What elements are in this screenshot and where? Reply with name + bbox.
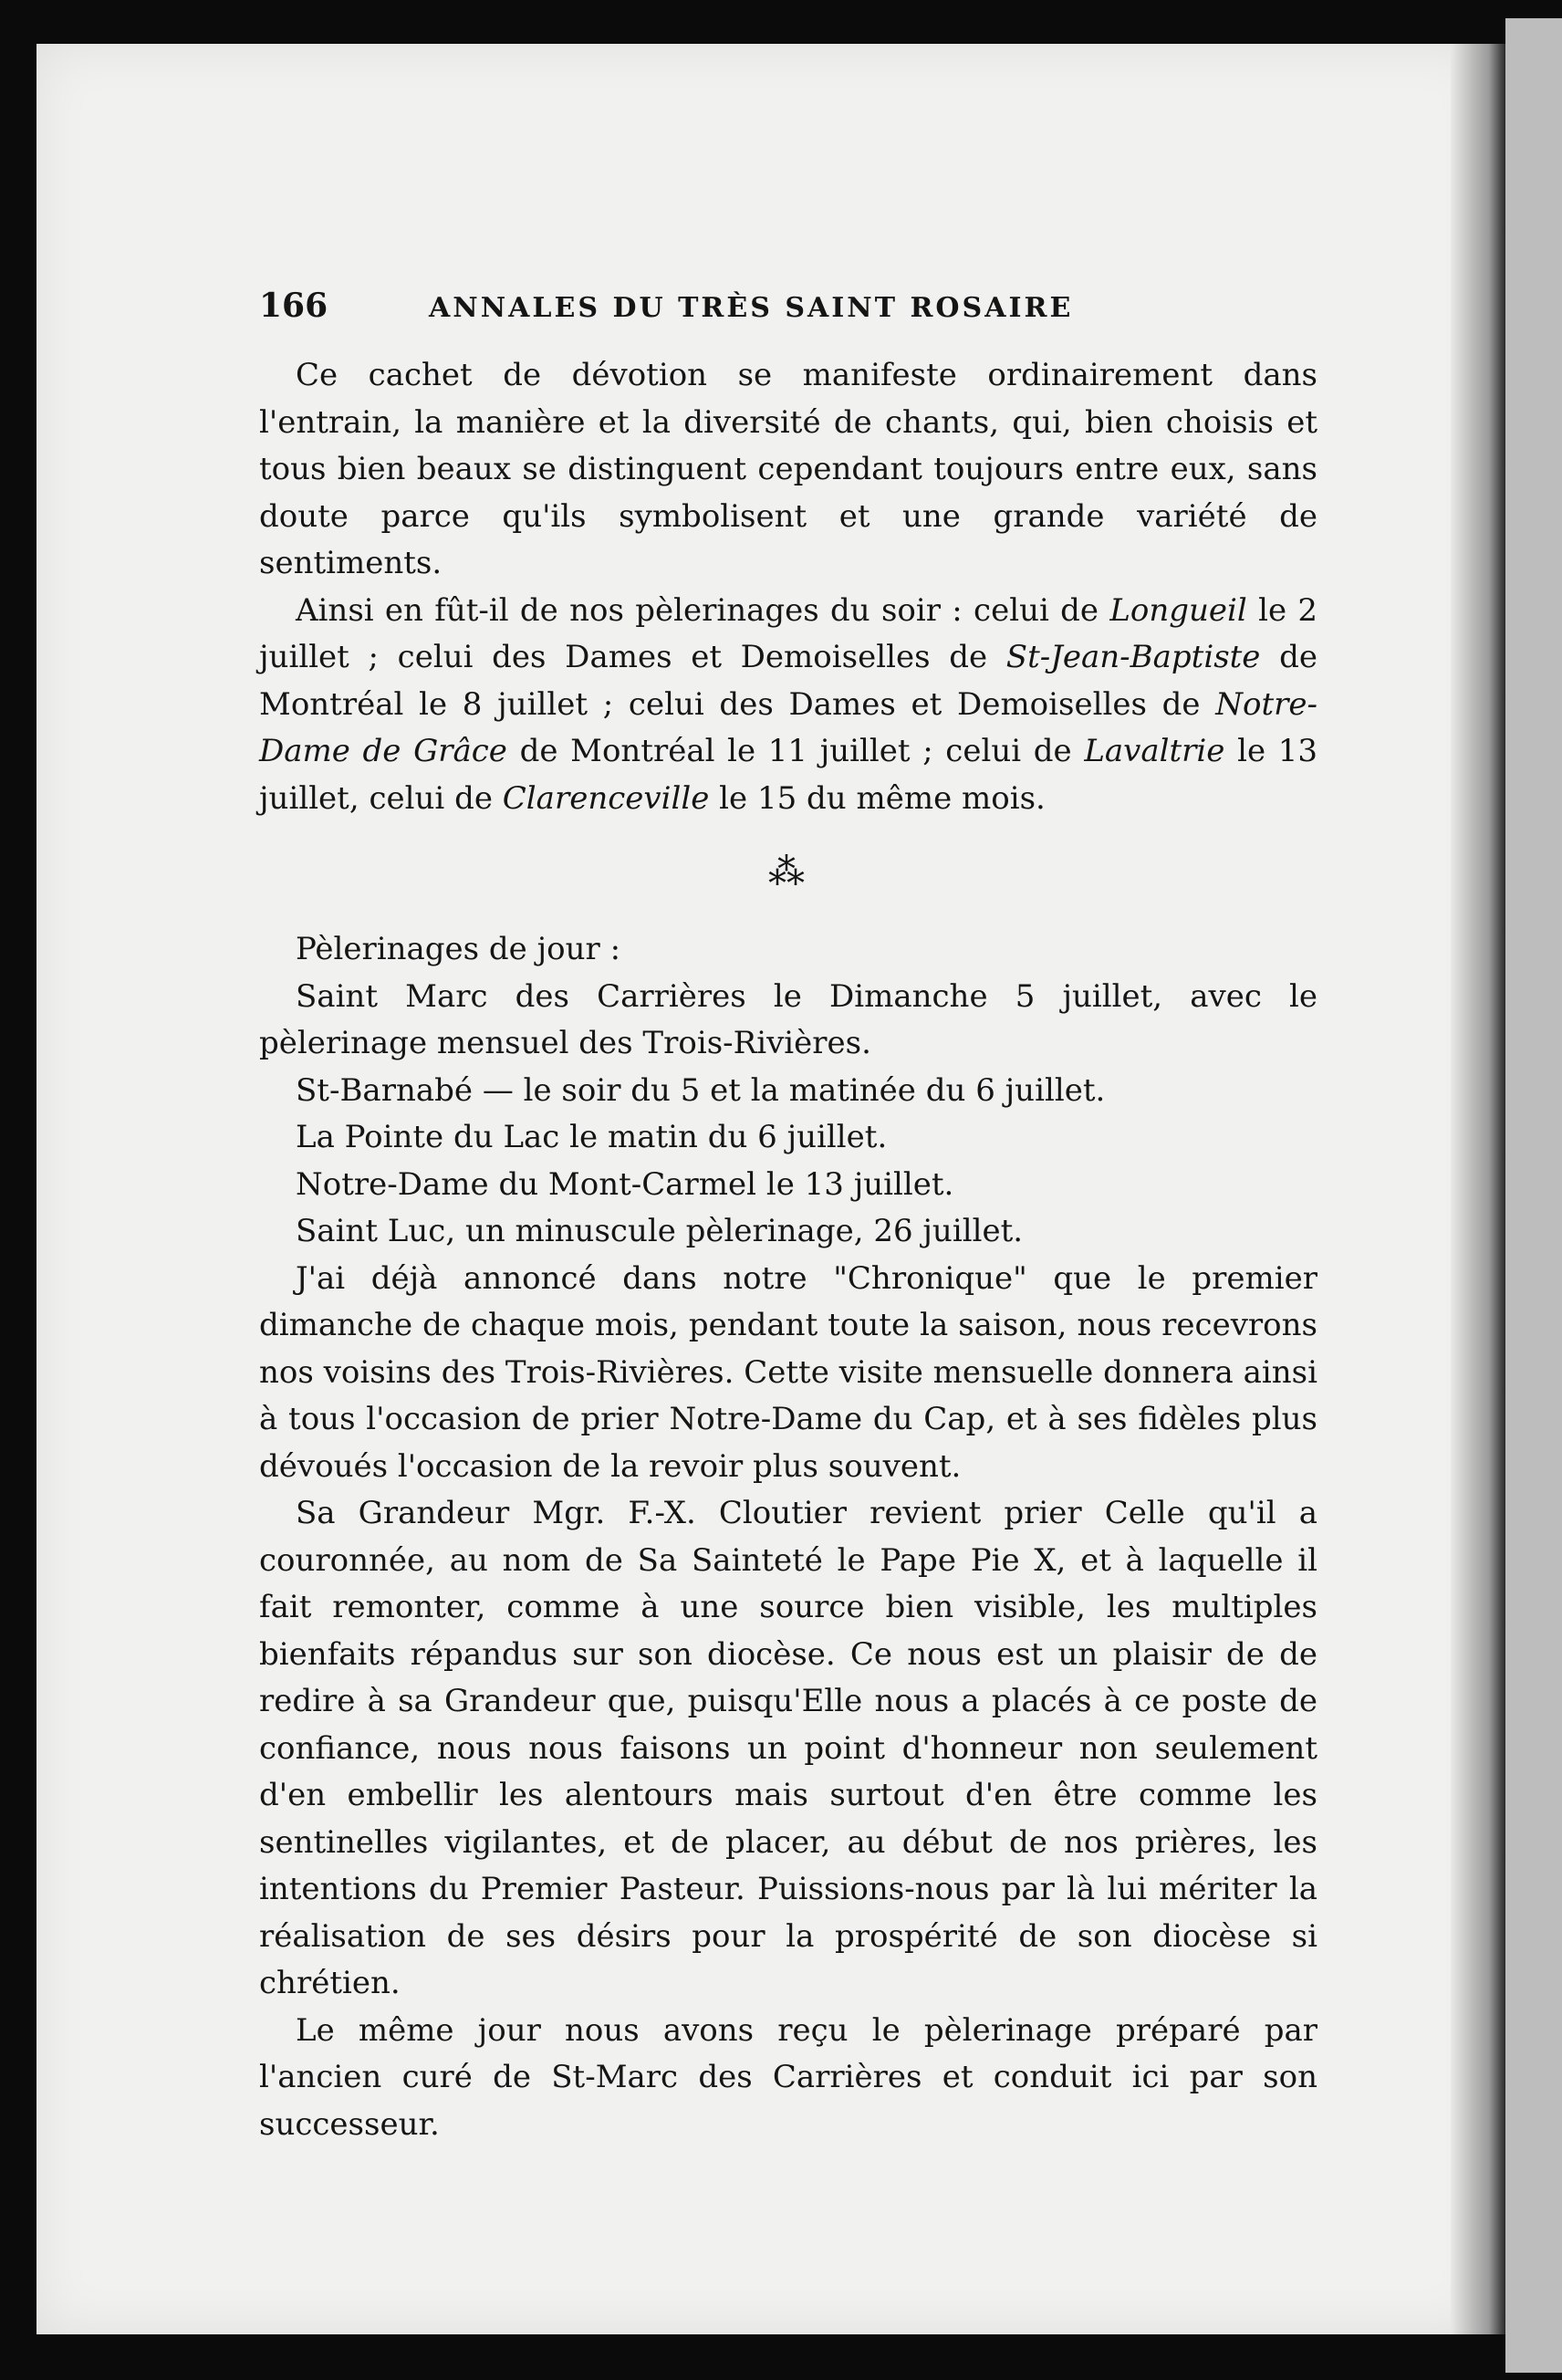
- place-st-jean-baptiste: St-Jean-Baptiste: [1005, 639, 1261, 675]
- place-clarenceville: Clarenceville: [502, 779, 710, 817]
- day-pilgrimage-item: Saint Luc, un minuscule pèlerinage, 26 juillet.: [296, 1213, 1024, 1249]
- next-page-edge: [1505, 18, 1562, 2373]
- paragraph-chronique: J'ai déjà annoncé dans notre "Chronique" que le premier dimanche de chaque mois, pendant toute la saison, nous recevrons nos voisins des Trois-Rivières. Cette visite mensuelle donnera ainsi à tous l'occasion de prier Notre-Dame du Cap, et à ses fidèles plus dévoués l'occasion de la revoir plus souvent.: [259, 1259, 1317, 1485]
- place-longueil: Longueil: [1109, 591, 1247, 629]
- text-run: Ainsi en fût-il de nos pèlerinages du soir : celui de: [296, 591, 1110, 629]
- text-run: le 2 juillet ; celui des Dames et Demoiselles de: [259, 591, 1318, 675]
- place-lavaltrie: Lavaltrie: [1084, 733, 1225, 769]
- asterism-divider: ⁂: [768, 851, 808, 893]
- paragraph-mgr-cloutier: Sa Grandeur Mgr. F.-X. Cloutier revient prier Celle qu'il a couronnée, au nom de Sa Sainteté le Pape Pie X, et à laquelle il fait remonter, comme à une source bien visible, les multiples bienfaits répandus sur son diocèse. Ce nous est un plaisir de de redire à sa Grandeur que, puisqu'Elle nous a placés à ce poste de confiance, nous nous faisons un point d'honneur non seulement d'en embellir les alentours mais surtout d'en être comme les sentinelles vigilantes, et de placer, au début de nos prières, les intentions du Premier Pasteur. Puissions-nous par là lui mériter la réalisation de ses désirs pour la prospérité de son diocèse si chrétien.: [259, 1495, 1317, 2001]
- day-pilgrimage-item: St-Barnabé — le soir du 5 et la matinée du 6 juillet.: [296, 1071, 1106, 1109]
- place-notre-dame-de-grace: Notre-Dame de Grâce: [259, 685, 1317, 769]
- day-pilgrimages-heading: Pèlerinages de jour :: [296, 931, 621, 967]
- text-run: le 15 du même mois.: [709, 779, 1046, 817]
- paragraph-st-marc: Le même jour nous avons reçu le pèlerinage préparé par l'ancien curé de St-Marc des Carrières et conduit ici par son successeur.: [259, 2011, 1317, 2143]
- page-binding-shadow: [1451, 44, 1505, 2334]
- page-number: 166: [259, 287, 328, 325]
- page-content: [259, 283, 1317, 2148]
- text-run: de Montréal le 8 juillet ; celui des Dames et Demoiselles de: [259, 639, 1317, 723]
- day-pilgrimage-item: La Pointe du Lac le matin du 6 juillet.: [296, 1119, 888, 1155]
- text-run: de Montréal le 11 juillet ; celui de: [506, 733, 1085, 769]
- day-pilgrimage-item: Saint Marc des Carrières le Dimanche 5 juillet, avec le pèlerinage mensuel des Trois-Rivières.: [259, 977, 1317, 1061]
- running-head: [259, 283, 1317, 334]
- paragraph-devotion: Ce cachet de dévotion se manifeste ordinairement dans l'entrain, la manière et la diversité de chants, qui, bien choisis et tous bien beaux se distinguent cependant toujours entre eux, sans doute parce qu'ils symbolisent et une grande variété de sentiments.: [259, 357, 1317, 581]
- text-run: le 13 juillet, celui de: [259, 733, 1317, 817]
- paragraph-evening-pilgrimages: [259, 588, 1317, 823]
- running-title: ANNALES DU TRÈS SAINT ROSAIRE: [429, 292, 1074, 324]
- day-pilgrimage-item: Notre-Dame du Mont-Carmel le 13 juillet.: [296, 1165, 954, 1203]
